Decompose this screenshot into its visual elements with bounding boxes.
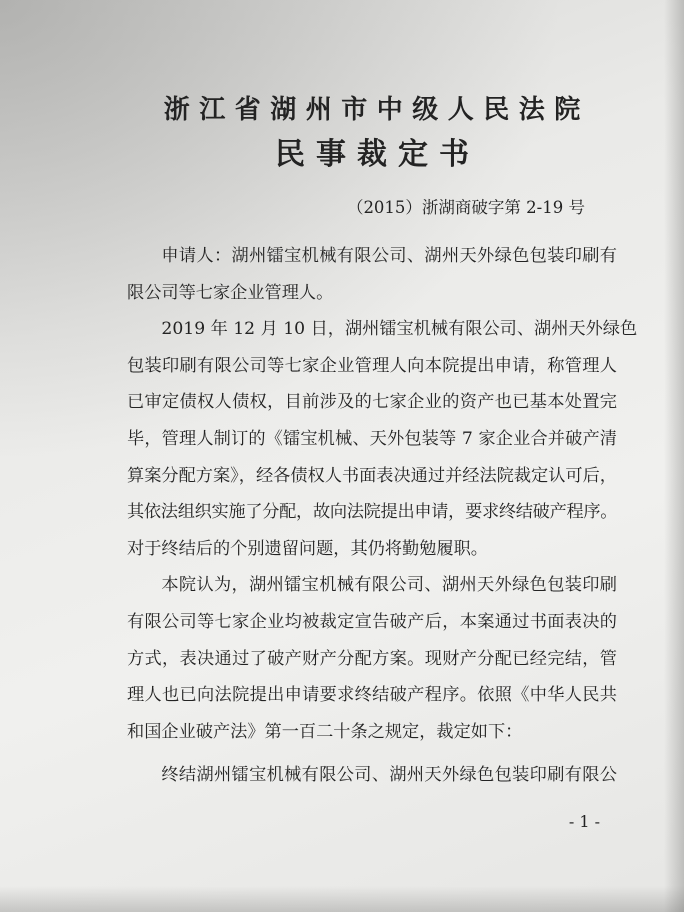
page-number: - 1 -: [568, 812, 600, 831]
paragraph-line: 毕，管理人制订的《镭宝机械、天外包装等 7 家企业合并破产清: [127, 428, 617, 449]
paragraph-application: [127, 311, 638, 567]
paragraph-line: 理人也已向法院提出申请要求终结破产程序。依照《中华人民共: [127, 685, 617, 706]
paragraph-line: 和国企业破产法》第一百二十条之规定，裁定如下：: [127, 721, 523, 742]
paragraph-line: 包装印刷有限公司等七家企业管理人向本院提出申请，称管理人: [127, 355, 617, 376]
paragraph-ruling: [127, 757, 617, 794]
paragraph-applicant: [127, 238, 617, 311]
paragraph-line: 对于终结后的个别遗留问题，其仍将勤勉履职。: [127, 538, 488, 559]
paragraph-line: 其依法组织实施了分配，故向法院提出申请，要求终结破产程序。: [127, 502, 617, 523]
paragraph-line: 2019 年 12 月 10 日，湖州镭宝机械有限公司、湖州天外绿色: [161, 319, 638, 340]
case-number: （2015）浙湖商破字第 2-19 号: [346, 198, 585, 217]
paragraph-line: 有限公司等七家企业均被裁定宣告破产后，本案通过书面表决的: [127, 611, 617, 632]
paragraph-line: 限公司等七家企业管理人。: [127, 282, 334, 303]
paragraph-line: 终结湖州镭宝机械有限公司、湖州天外绿色包装印刷有限公: [161, 765, 617, 786]
paragraph-line: 已审定债权人债权，目前涉及的七家企业的资产也已基本处置完: [127, 392, 617, 413]
paragraph-line: 算案分配方案》，经各债权人书面表决通过并经法院裁定认可后，: [127, 465, 617, 486]
paragraph-line: 方式，表决通过了破产财产分配方案。现财产分配已经完结，管: [127, 648, 617, 669]
paragraph-line: 本院认为，湖州镭宝机械有限公司、湖州天外绿色包装印刷: [161, 575, 617, 596]
document-type-title: 民事裁定书: [275, 137, 480, 172]
court-name-title: 浙江省湖州市中级人民法院: [163, 95, 590, 125]
paragraph-court-opinion: [127, 567, 617, 750]
document-body: [127, 238, 638, 794]
paragraph-line: 申请人：湖州镭宝机械有限公司、湖州天外绿色包装印刷有: [161, 246, 617, 266]
